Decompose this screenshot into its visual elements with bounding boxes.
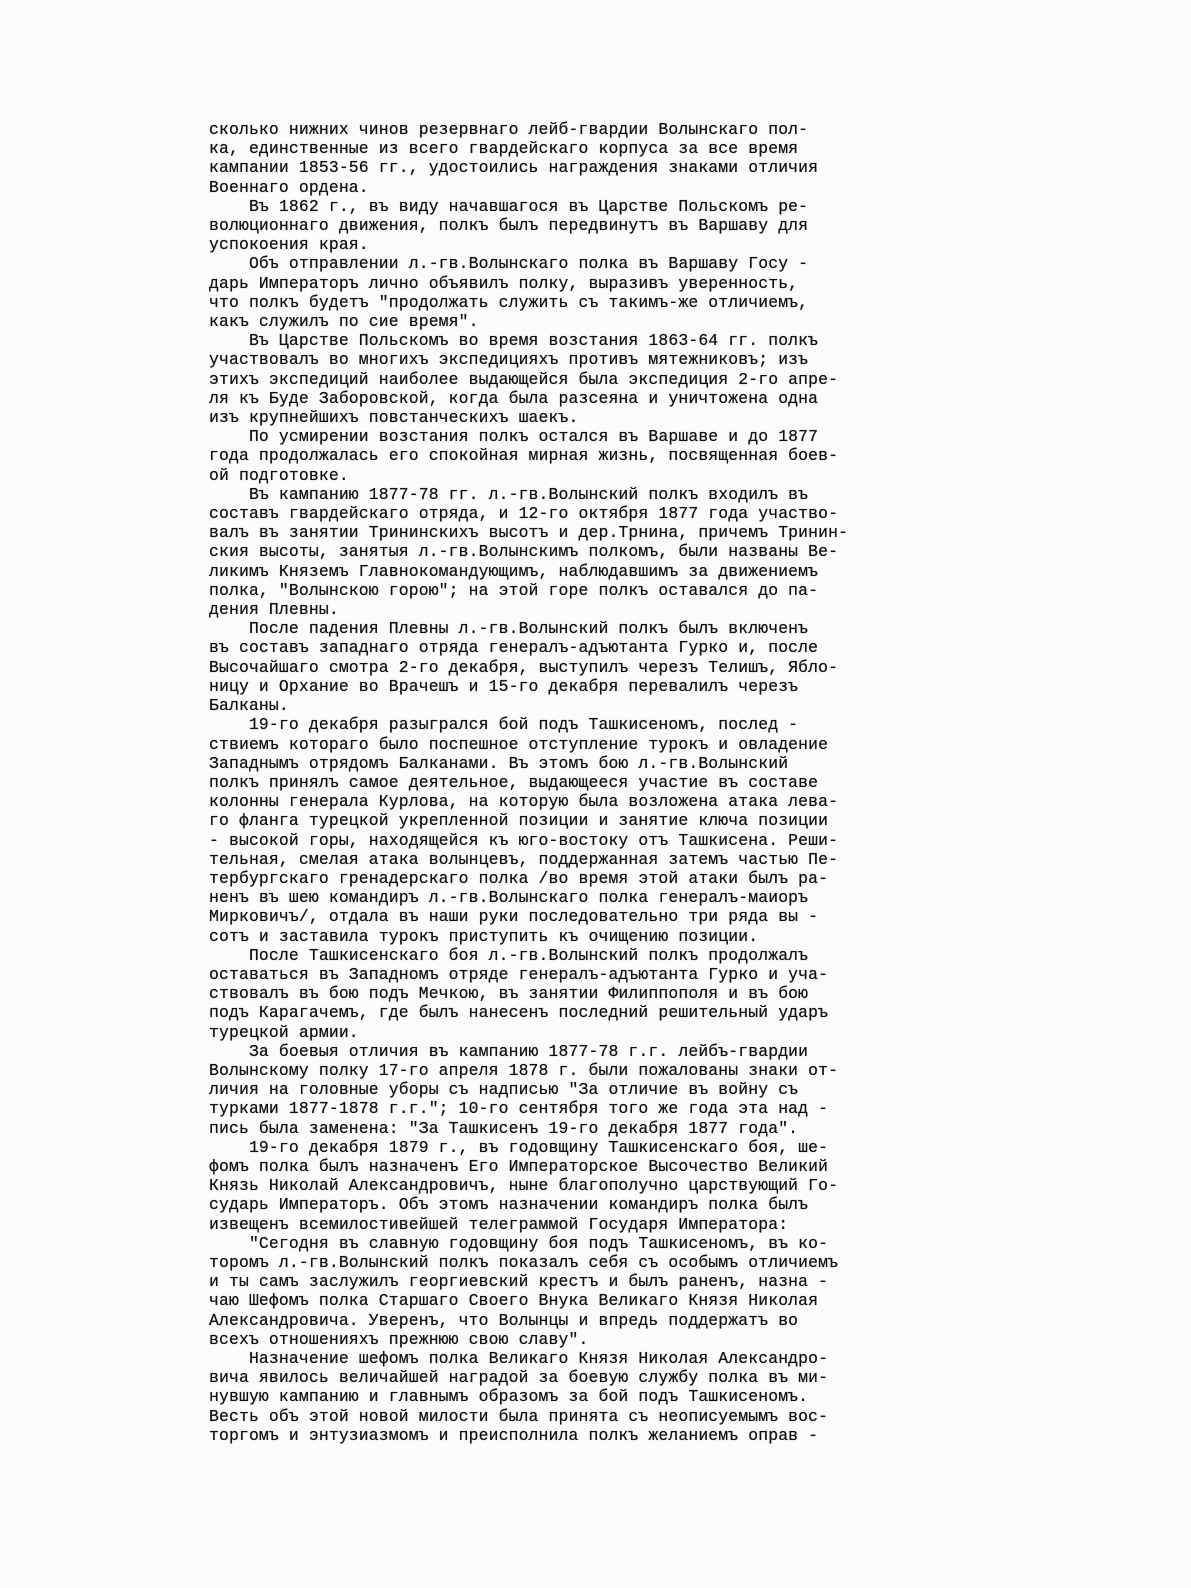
text-line: колонны генерала Курлова, на которую была возложена атака лева-: [209, 792, 839, 812]
text-line: этихъ экспедиций наиболее выдающейся была экспедиция 2-го апре-: [209, 369, 839, 389]
text-line: Въ Царстве Польскомъ во время возстания 1863-64 гг. полкъ: [209, 331, 819, 351]
text-line: ствовалъ въ бою подъ Мечкою, въ занятии Филиппополя и въ бою: [209, 984, 809, 1004]
text-line: Назначение шефомъ полка Великаго Князя Николая Александро-: [209, 1349, 829, 1368]
text-line: "Сегодня въ славную годовщину боя подъ Ташкисеномъ, въ ко-: [209, 1233, 829, 1253]
text-line: и ты самъ заслужилъ георгиевский крестъ и былъ раненъ, назна -: [209, 1272, 829, 1292]
text-line: дения Плевны.: [209, 600, 339, 620]
text-line: оставаться въ Западномъ отряде генералъ-адъютанта Гурко и уча-: [209, 964, 829, 984]
text-line: - высокой горы, находящейся къ юго-востоку отъ Ташкисена. Реши-: [209, 830, 839, 850]
text-line: валъ въ занятии Трининскихъ высотъ и дер.Трнина, причемъ Тринин-: [209, 523, 849, 543]
text-line: ницу и Орхание во Врачешъ и 15-го декабря перевалилъ черезъ: [209, 676, 799, 696]
text-line: Западнымъ отрядомъ Балканами. Въ этомъ бою л.-гв.Волынский: [209, 753, 789, 773]
text-line: Александровича. Уверенъ, что Волынцы и впредь поддержатъ во: [209, 1310, 799, 1330]
text-line: сотъ и заставила турокъ приступить къ очищению позиции.: [209, 926, 759, 946]
text-line: ненъ въ шею командиръ л.-гв.Волынскаго полка генералъ-маиоръ: [209, 888, 809, 908]
text-line: всехъ отношенияхъ прежнюю свою славу".: [209, 1329, 589, 1349]
text-line: торгомъ и энтузиазмомъ и преисполнила полкъ желаниемъ оправ -: [209, 1425, 819, 1445]
text-line: Князь Николай Александровичъ, ныне благополучно царствующий Го-: [209, 1176, 839, 1196]
text-line: дарь Императоръ лично объявилъ полку, выразивъ уверенность,: [209, 273, 799, 293]
text-line: Объ отправлении л.-гв.Волынскаго полка въ Варшаву Госу -: [209, 254, 809, 274]
text-line: За боевыя отличия въ кампанию 1877-78 г.г. лейбъ-гвардии: [209, 1041, 809, 1061]
text-line: кампании 1853-56 гг., удостоились награждения знаками отличия: [209, 158, 819, 178]
text-line: 19-го декабря разыгрался бой подъ Ташкисеномъ, послед -: [209, 715, 799, 735]
text-line: извещенъ всемилостивейшей телеграммой Государя Императора:: [209, 1214, 789, 1234]
text-line: тербургскаго гренадерскаго полка /во время этой атаки былъ ра-: [209, 868, 829, 888]
text-line: Волынскому полку 17-го апреля 1878 г. были пожалованы знаки от-: [209, 1060, 839, 1080]
text-line: пись была заменена: "За Ташкисенъ 19-го декабря 1877 года".: [209, 1118, 799, 1138]
typewritten-text: [209, 120, 954, 1445]
text-line: чаю Шефомъ полка Старшаго Своего Внука Великаго Князя Николая: [209, 1291, 819, 1311]
text-line: турками 1877-1878 г.г."; 10-го сентября того же года эта над -: [209, 1099, 829, 1119]
text-line: После Ташкисенскаго боя л.-гв.Волынский полкъ продолжалъ: [209, 945, 809, 965]
text-line: участвовалъ во многихъ экспедицияхъ противъ мятежниковъ; изъ: [209, 350, 809, 370]
text-line: По усмирении возстания полкъ остался въ Варшаве и до 1877: [209, 427, 819, 447]
text-line: Весть объ этой новой милости была принята съ неописуемымъ вос-: [209, 1406, 829, 1426]
text-line: Балканы.: [209, 696, 289, 716]
text-line: Мирковичъ/, отдала въ наши руки последовательно три ряда вы -: [209, 907, 819, 927]
text-line: ствиемъ котораго было поспешное отступление турокъ и овладение: [209, 734, 829, 754]
text-line: что полкъ будетъ "продолжать служить съ такимъ-же отличиемъ,: [209, 292, 809, 312]
text-line: личия на головные уборы съ надписью "За отличие въ войну съ: [209, 1080, 799, 1100]
text-line: въ составъ западнаго отряда генералъ-адъютанта Гурко и, после: [209, 638, 819, 658]
text-line: тельная, смелая атака волынцевъ, поддержанная затемъ частью Пе-: [209, 849, 839, 869]
text-line: ския высоты, занятыя л.-гв.Волынскимъ полкомъ, были названы Ве-: [209, 542, 839, 562]
text-line: составъ гвардейскаго отряда, и 12-го октября 1877 года участво-: [209, 504, 839, 524]
text-line: фомъ полка былъ назначенъ Его Императорское Высочество Великий: [209, 1156, 829, 1176]
text-line: Высочайшаго смотра 2-го декабря, выступилъ черезъ Телишъ, Ябло-: [209, 657, 839, 677]
text-line: торомъ л.-гв.Волынский полкъ показалъ себя съ особымъ отличиемъ: [209, 1252, 839, 1272]
text-line: Въ кампанию 1877-78 гг. л.-гв.Волынский полкъ входилъ въ: [209, 484, 809, 504]
text-line: Въ 1862 г., въ виду начавшагося въ Царстве Польскомъ ре-: [209, 196, 809, 216]
text-line: успокоения края.: [209, 235, 369, 255]
text-line: изъ крупнейшихъ повстанческихъ шаекъ.: [209, 408, 579, 428]
text-line: ликимъ Княземъ Главнокомандующимъ, наблюдавшимъ за движениемъ: [209, 561, 819, 581]
text-line: 19-го декабря 1879 г., въ годовщину Ташкисенскаго боя, ше-: [209, 1137, 829, 1157]
text-line: После падения Плевны л.-гв.Волынский полкъ былъ включенъ: [209, 619, 809, 639]
text-line: ой подготовке.: [209, 465, 349, 485]
text-line: волюционнаго движения, полкъ былъ передвинутъ въ Варшаву для: [209, 216, 809, 236]
text-line: Военнаго ордена.: [209, 177, 369, 197]
text-line: нувшую кампанию и главнымъ образомъ за бой подъ Ташкисеномъ.: [209, 1387, 809, 1407]
text-line: полка, "Волынскою горою"; на этой горе полкъ оставался до па-: [209, 580, 819, 600]
text-line: полкъ принялъ самое деятельное, выдающееся участие въ составе: [209, 772, 819, 792]
text-line: сударь Императоръ. Объ этомъ назначении командиръ полка былъ: [209, 1195, 809, 1215]
text-line: ка, единственные из всего гвардейскаго корпуса за все время: [209, 139, 799, 159]
text-line: какъ служилъ по сие время".: [209, 312, 479, 332]
text-line: го фланга турецкой укрепленной позиции и занятие ключа позиции: [209, 811, 829, 831]
text-line: года продолжалась его спокойная мирная жизнь, посвященная боев-: [209, 446, 839, 466]
text-line: ля къ Буде Заборовской, когда была разсеяна и уничтожена одна: [209, 388, 819, 408]
text-line: подъ Карагачемъ, где былъ нанесенъ последний решительный ударъ: [209, 1003, 829, 1023]
text-line: турецкой армии.: [209, 1022, 359, 1042]
text-line: вича явилось величайшей наградой за боевую службу полка въ ми-: [209, 1368, 829, 1388]
text-line: сколько нижних чинов резервнаго лейб-гвардии Волынскаго пол-: [209, 120, 809, 139]
